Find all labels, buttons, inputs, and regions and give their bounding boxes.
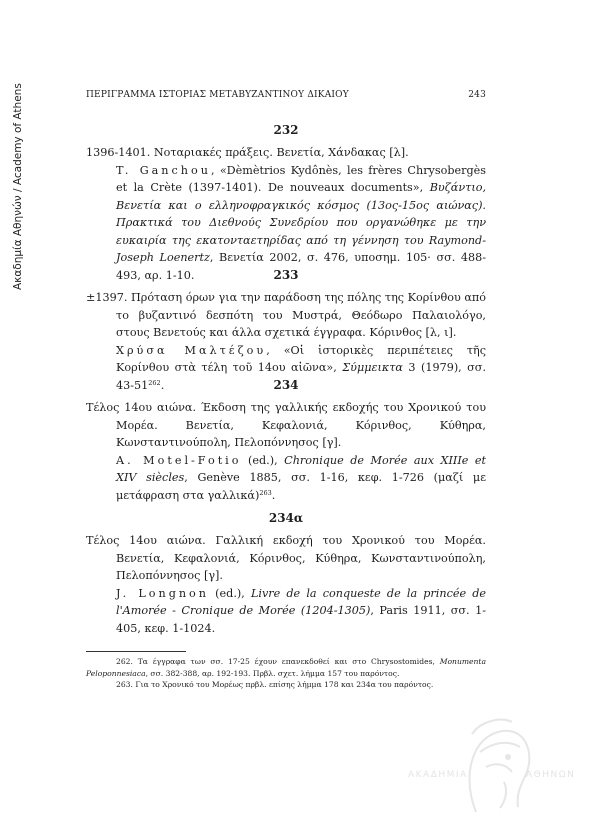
entry-234 xyxy=(86,399,486,504)
footnote-ref: 262 xyxy=(148,378,161,387)
watermark-text-left: ΑΚΑΔΗΜΙΑ xyxy=(408,770,468,780)
header-title: ΠΕΡΙΓΡΑΜΜΑ ΙΣΤΟΡΙΑΣ ΜΕΤΑΒΥΖΑΝΤΙΝΟΥ ΔΙΚΑΙΟΥ xyxy=(86,90,349,100)
entry-reference: J. Longnon (ed.), Livre de la conqueste de la princée de l'Amorée - Cronique de Morée (1204-1305), Paris 1911, σσ. 1-405, κεφ. 1-1024. xyxy=(116,586,487,635)
ref-title: Chronique de Morée aux XIIIe et XIV siècles xyxy=(116,453,486,484)
footnote-263: 263. Για το Χρονικό του Μορέως πρβλ. επίσης λήμμα 178 και 234α του παρόντος. xyxy=(116,680,434,689)
entry-main-text: ±1397. Πρόταση όρων για την παράδοση της πόλης της Κορίνθου από το βυζαντινό δεσπότη του Μυστρά, Θεόδωρο Παλαιολόγο, στους Βενετούς και άλλα σχετικά έγγραφα. Κόρινθος [λ, ι]. xyxy=(86,291,486,339)
entry-number-233: 233 xyxy=(273,268,299,282)
entry-234a xyxy=(86,532,486,637)
ref-title: Βυζάντιο, Βενετία και ο ελληνοφραγκικός κόσμος (13ος-15ος αιώνας). Πρακτικά του Διεθνούς Συνεδρίου που οργανώθηκε με την ευκαιρία της εκατονταετηρίδας από τη γέννηση του Raymond-Joseph Loenertz xyxy=(116,181,486,264)
archive-side-label: Ακαδημία Αθηνών / Academy of Athens xyxy=(12,83,24,290)
athena-head-icon xyxy=(408,712,588,822)
footnote-262: 262. Τα έγγραφα των σσ. 17-25 έχουν επανεκδοθεί και στο Chrysostomides, Monumenta Peloponnesiaca, σσ. 382-388, αρ. 192-193. Πρβλ. σχετ. λήμμα 157 του παρόντος. xyxy=(86,657,486,678)
ref-author: T. Ganchou xyxy=(116,163,211,177)
entry-number-232: 232 xyxy=(273,123,299,137)
entry-main-text: 1396-1401. Νοταριακές πράξεις. Βενετία, Χάνδακας [λ]. xyxy=(86,146,409,159)
academy-watermark-logo xyxy=(408,712,588,822)
entry-reference: T. Ganchou, «Dèmètrios Kydônès, les frères Chrysobergès et la Crète (1397-1401). De nouveaux documents», Βυζάντιο, Βενετία και ο ελληνοφραγκικός κόσμος (13ος-15ος αιώνας). Πρακτικά του Διεθνούς Συνεδρίου που οργανώθηκε με την ευκαιρία της εκατονταετηρίδας από τη γέννηση του Raymond-Joseph Loenertz, Βενετία 2002, σ. 476, υποσημ. 105· σσ. 488-493, αρ. 1-10. xyxy=(116,163,487,282)
footnote-divider xyxy=(86,651,186,652)
entry-232 xyxy=(86,144,486,284)
ref-author: A. Motel-Fotio xyxy=(116,453,242,467)
entry-reference: A. Motel-Fotio (ed.), Chronique de Morée aux XIIIe et XIV siècles, Genève 1885, σσ. 1-16, κεφ. 1-726 (μαζί με μετάφραση στα γαλλικά)$^{263}$. xyxy=(116,453,487,502)
ref-title: Livre de la conqueste de la princée de l'Amorée - Cronique de Morée (1204-1305) xyxy=(116,586,487,617)
footnotes xyxy=(86,656,486,691)
entry-number-234a: 234α xyxy=(268,511,304,525)
entry-number-234: 234 xyxy=(273,378,299,392)
page-number: 243 xyxy=(468,90,486,100)
ref-author: Χρύσα Μαλτέζου xyxy=(116,343,267,357)
ref-title: Σύμμεικτα xyxy=(342,361,403,374)
ref-author: J. Longnon xyxy=(116,586,210,600)
entry-main-text: Τέλος 14ου αιώνα. Γαλλική εκδοχή του Χρονικού του Μορέα. Βενετία, Κεφαλονιά, Κόρινθος, Κύθηρα, Κωνσταντινούπολη, Πελοπόννησος [γ]. xyxy=(86,534,486,582)
entry-reference: Χρύσα Μαλτέζου, «Οἱ ἱστορικὲς περιπέτειες τῆς Κορίνθου στὰ τέλη τοῦ 14ου αἰῶνα», Σύμμεικτα 3 (1979), σσ. $43-51^{262}$. xyxy=(116,343,487,392)
entry-main-text: Τέλος 14ου αιώνα. Έκδοση της γαλλικής εκδοχής του Χρονικού του Μορέα. Βενετία, Κεφαλονιά, Κόρινθος, Κύθηρα, Κωνσταντινούπολη, Πελοπόννησος [γ]. xyxy=(86,401,486,449)
footnote-ref: 263 xyxy=(259,488,272,497)
watermark-text-right: ΑΘΗΝΩΝ xyxy=(526,770,576,780)
running-header xyxy=(86,90,486,100)
